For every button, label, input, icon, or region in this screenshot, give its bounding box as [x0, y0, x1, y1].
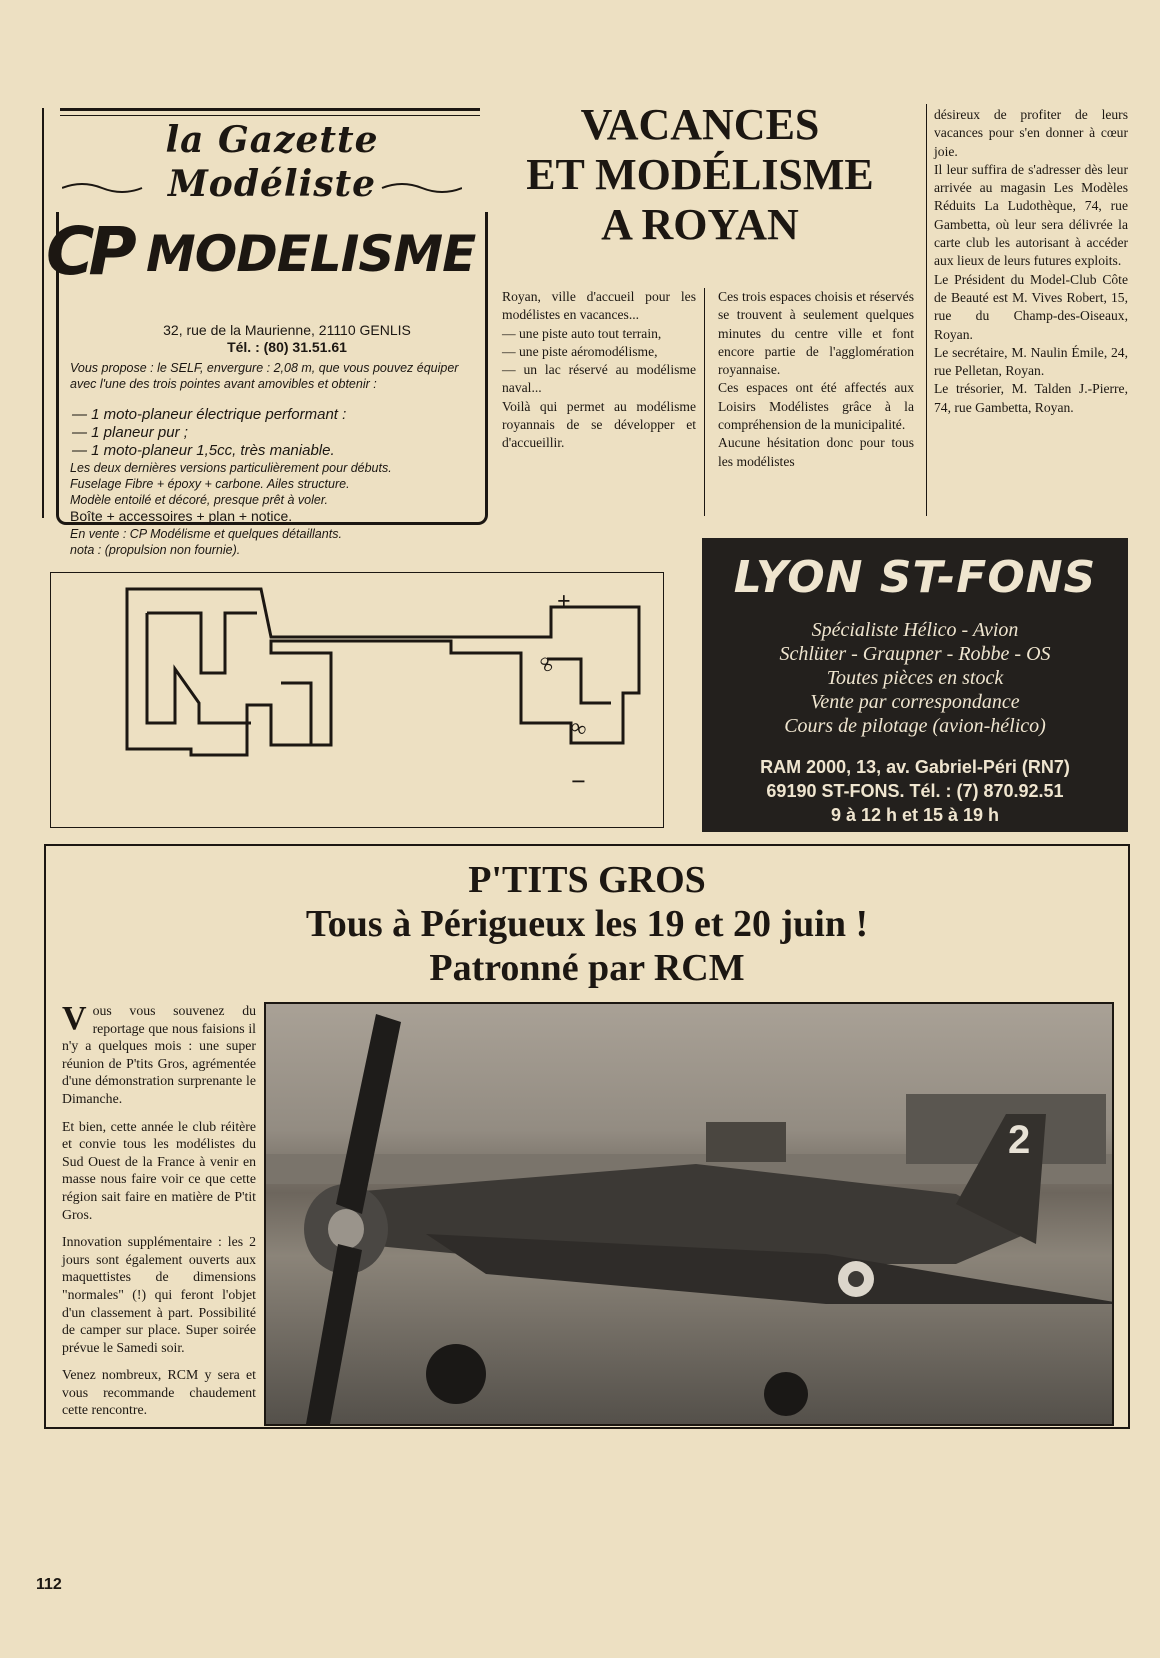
cp-details-1: Les deux dernières versions particulièrement pour débuts.: [70, 461, 392, 475]
royan-p5: Voilà qui permet au modélisme royannais de se développer et d'accueillir.: [502, 398, 696, 451]
lyon-line-2: Schlüter - Graupner - Robbe - OS: [779, 643, 1051, 665]
royan-headline-2: ET MODÉLISME: [526, 150, 874, 199]
cp-modelisme-ad: [42, 108, 482, 564]
royan-p11: Le Président du Model-Club Côte de Beauté est M. Vives Robert, 15, rue du Champ-des-Oiseaux, Royan.: [934, 271, 1128, 342]
cp-option-2: — 1 planeur pur ;: [72, 424, 188, 441]
page-number: 112: [36, 1576, 62, 1593]
royan-p7: Ces espaces ont été affectés aux Loisirs Modélistes grâce à la compréhension de la municipalité.: [718, 380, 914, 433]
ptits-gros-article: [44, 844, 1130, 1429]
royan-p1: Royan, ville d'accueil pour les modélistes en vacances...: [502, 289, 696, 323]
royan-col-2: [718, 288, 914, 471]
royan-p12: Le secrétaire, M. Naulin Émile, 24, rue Pelletan, Royan.: [934, 344, 1128, 379]
cp-details-2: Fuselage Fibre + époxy + carbone. Ailes structure.: [70, 477, 350, 491]
ptits-headline-3: Patronné par RCM: [429, 947, 745, 989]
track-map-box: [50, 572, 664, 828]
lyon-line-1: Spécialiste Hélico - Avion: [811, 619, 1019, 641]
royan-p13: Le trésorier, M. Talden J.-Pierre, 74, rue Gambetta, Royan.: [934, 381, 1128, 415]
cp-phone: Tél. : (80) 31.51.61: [227, 339, 347, 355]
gazette-title-2: Modéliste: [167, 163, 377, 205]
royan-p8: Aucune hésitation donc pour tous les modélistes: [718, 435, 914, 469]
royan-col-3: [934, 106, 1128, 417]
tail-number: 2: [1008, 1118, 1031, 1162]
royan-headline: [500, 100, 900, 250]
lyon-address-2: 69190 ST-FONS. Tél. : (7) 870.92.51: [766, 781, 1064, 801]
lyon-line-5: Cours de pilotage (avion-hélico): [784, 715, 1046, 737]
lyon-address-1: RAM 2000, 13, av. Gabriel-Péri (RN7): [760, 757, 1070, 777]
map-plus-symbol: +: [557, 589, 571, 615]
royan-p10: Il leur suffira de s'adresser dès leur arrivée au magasin Les Modèles Réduits La Ludothèque, 74, rue Gambetta, où leur sera délivrée la carte club les autorisant à accéder aux lieux de leurs futures exploits.: [934, 161, 1128, 269]
cp-sale: En vente : CP Modélisme et quelques détaillants.: [70, 527, 342, 541]
royan-p9: désireux de profiter de leurs vacances pour s'en donner à cœur joie.: [934, 107, 1128, 159]
map-minus-symbol: −: [571, 767, 586, 796]
ptits-text-column: [62, 1002, 256, 1429]
column-rule-1: [704, 288, 705, 516]
lyon-st-fons-ad: [702, 538, 1128, 832]
lyon-line-3: Toutes pièces en stock: [826, 667, 1004, 689]
cp-details-3: Modèle entoilé et décoré, presque prêt à voler.: [70, 493, 329, 507]
cp-option-1: — 1 moto-planeur électrique performant :: [72, 406, 347, 423]
royan-p4: — un lac réservé au modélisme naval...: [502, 362, 696, 396]
lyon-hours: 9 à 12 h et 15 à 19 h: [830, 805, 1000, 825]
ptits-headline-1: P'TITS GROS: [468, 859, 706, 901]
ptits-headline: [46, 858, 1128, 990]
warbird-model-illustration: [266, 1004, 1112, 1424]
cp-logo: CP: [46, 213, 131, 290]
ad-top-rule-thin: [60, 115, 480, 116]
cp-option-3: — 1 moto-planeur 1,5cc, très maniable.: [72, 442, 335, 459]
royan-p2: — une piste auto tout terrain,: [502, 325, 662, 341]
ad-top-rule: [60, 108, 480, 111]
cp-nota: nota : (propulsion non fournie).: [70, 543, 241, 557]
lyon-title: LYON ST-FONS: [733, 552, 1097, 603]
royan-headline-3: A ROYAN: [601, 200, 799, 249]
royan-headline-1: VACANCES: [580, 100, 820, 149]
royan-col-1: [502, 288, 696, 453]
map-loop-symbol-2: ∞: [567, 713, 591, 742]
royan-p3: — une piste aéromodélisme,: [502, 343, 658, 359]
column-rule-2: [926, 104, 927, 516]
royan-p6: Ces trois espaces choisis et réservés se trouvent à seulement quelques minutes du centre ville et font encore partie de l'agglomération royannaise.: [718, 289, 914, 378]
cp-intro: Vous propose : le SELF, envergure : 2,08 m, que vous pouvez équiper avec l'une des trois pointes avant amovibles et obtenir :: [70, 361, 459, 392]
lyon-line-4: Vente par correspondance: [810, 691, 1020, 713]
ptits-dropcap: V: [62, 1000, 87, 1037]
gazette-title-1: la Gazette: [165, 119, 379, 161]
ptits-para-3: Innovation supplémentaire : les 2 jours sont également ouverts aux maquettistes de dimensions "normales" (!) qui feront l'objet d'un classement à part. Possibilité de camper sur place. Super soirée prévue le Samedi soir.: [62, 1234, 256, 1355]
ptits-para-4: Venez nombreux, RCM y sera et vous recommande chaudement cette rencontre.: [62, 1367, 256, 1418]
airplane-photo: [264, 1002, 1114, 1426]
map-loop-symbol-1: ∞: [532, 650, 563, 677]
cp-box-contents: Boîte + accessoires + plan + notice.: [70, 508, 293, 524]
ptits-headline-2: Tous à Périgueux les 19 et 20 juin !: [305, 903, 869, 945]
modelisme-logo: MODELISME: [146, 225, 476, 283]
ptits-para-1: ous vous souvenez du reportage que nous faisions il n'y a quelques mois : une super réunion de P'tits Gros, agrémentée d'une démonstration surprenante le Dimanche.: [62, 1003, 256, 1106]
ad-left-rule: [42, 108, 44, 518]
cp-address: 32, rue de la Maurienne, 21110 GENLIS: [163, 322, 411, 338]
ptits-para-2: Et bien, cette année le club réitère et convie tous les modélistes du Sud Ouest de la France à venir en masse nous faire voir ce que cette région sait faire en matière de P'tit Gros.: [62, 1118, 256, 1222]
